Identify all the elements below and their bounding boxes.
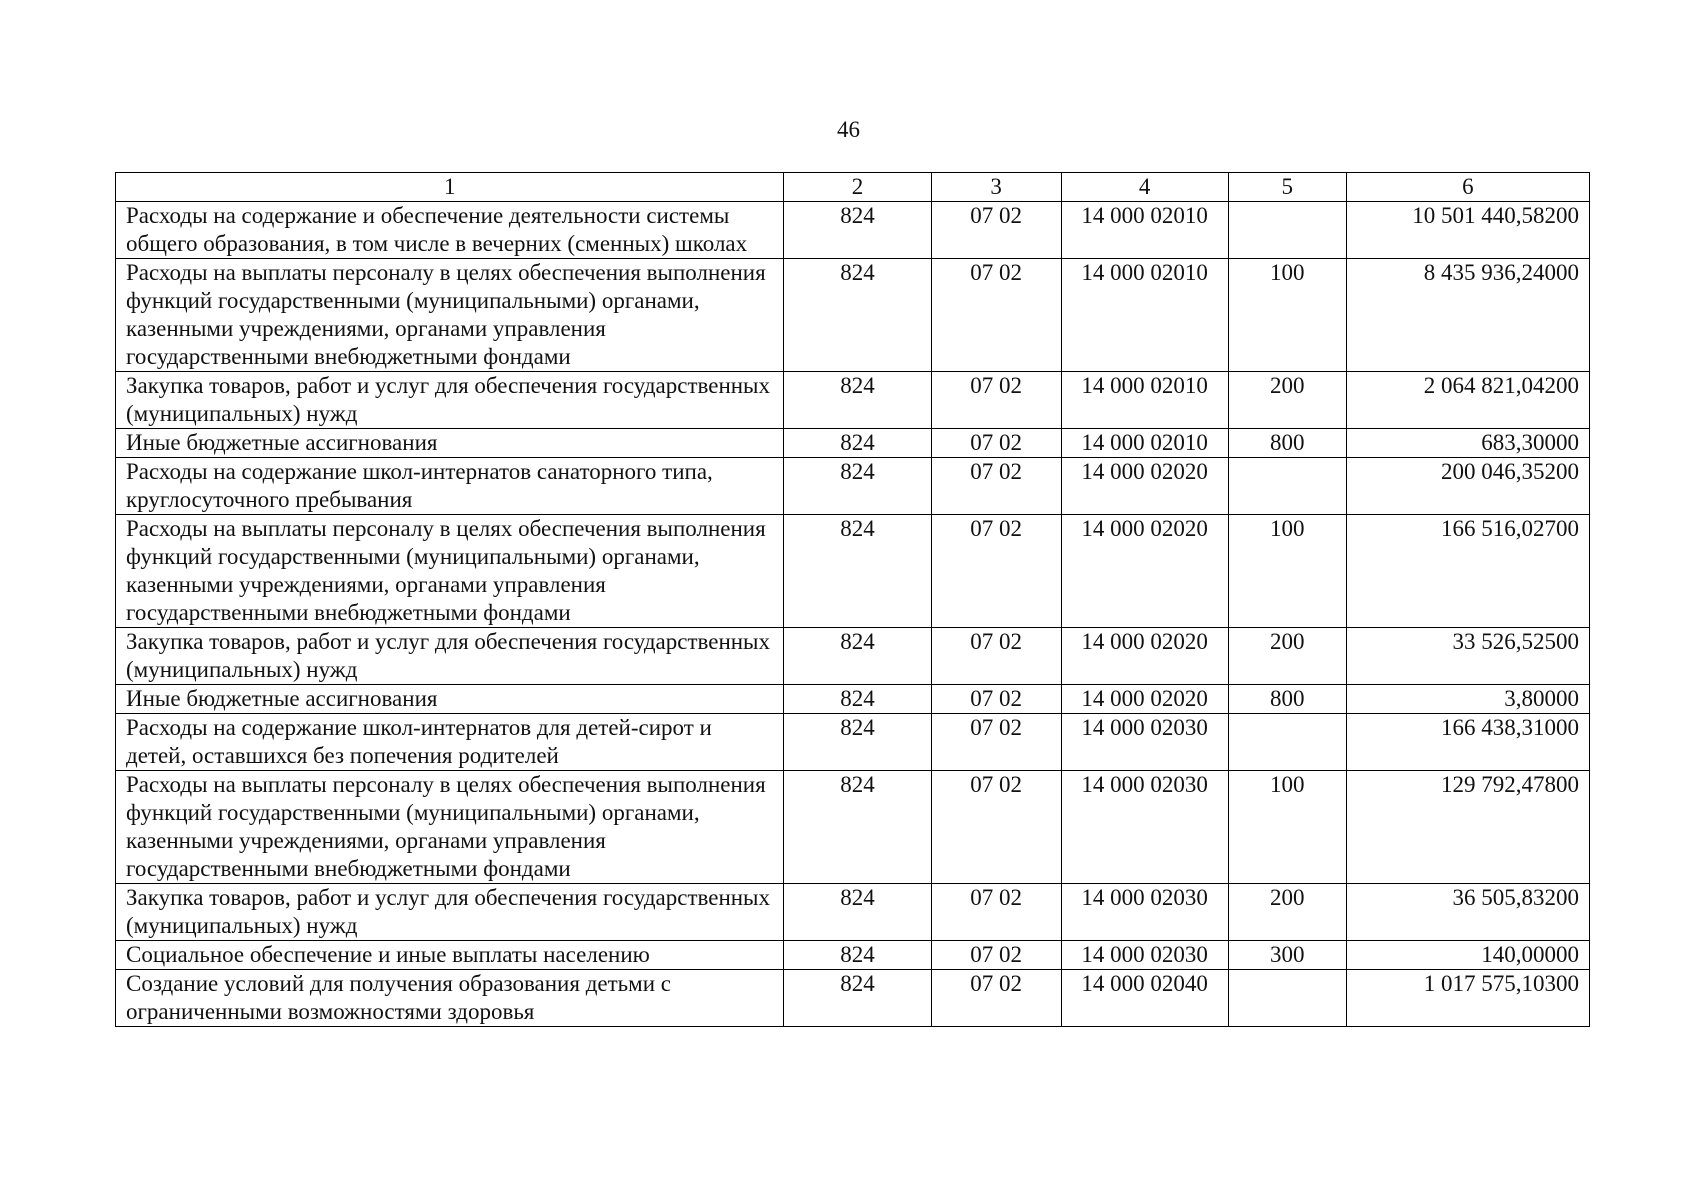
table-row bbox=[116, 429, 1590, 458]
amount-cell: 129 792,47800 bbox=[1346, 771, 1589, 884]
section-code-cell: 07 02 bbox=[931, 628, 1061, 685]
amount-cell: 166 438,31000 bbox=[1346, 714, 1589, 771]
expense-type-cell: 800 bbox=[1228, 429, 1346, 458]
section-code-cell: 07 02 bbox=[931, 372, 1061, 429]
section-code-cell: 07 02 bbox=[931, 941, 1061, 970]
description-cell: Расходы на содержание школ-интернатов для детей-сирот и детей, оставшихся без попечения родителей bbox=[116, 714, 784, 771]
expense-type-cell: 200 bbox=[1228, 372, 1346, 429]
header-cell-1: 1 bbox=[116, 173, 784, 202]
table-row bbox=[116, 941, 1590, 970]
table-row bbox=[116, 259, 1590, 372]
section-code-cell: 07 02 bbox=[931, 458, 1061, 515]
section-code-cell: 07 02 bbox=[931, 429, 1061, 458]
table-row bbox=[116, 372, 1590, 429]
ministry-code-cell: 824 bbox=[784, 970, 931, 1027]
amount-cell: 33 526,52500 bbox=[1346, 628, 1589, 685]
header-row bbox=[116, 173, 1590, 202]
amount-cell: 8 435 936,24000 bbox=[1346, 259, 1589, 372]
ministry-code-cell: 824 bbox=[784, 884, 931, 941]
amount-cell: 140,00000 bbox=[1346, 941, 1589, 970]
target-code-cell: 14 000 02020 bbox=[1061, 628, 1228, 685]
ministry-code-cell: 824 bbox=[784, 429, 931, 458]
target-code-cell: 14 000 02030 bbox=[1061, 941, 1228, 970]
section-code-cell: 07 02 bbox=[931, 515, 1061, 628]
section-code-cell: 07 02 bbox=[931, 202, 1061, 259]
amount-cell: 10 501 440,58200 bbox=[1346, 202, 1589, 259]
expense-type-cell: 100 bbox=[1228, 515, 1346, 628]
expense-type-cell: 800 bbox=[1228, 685, 1346, 714]
ministry-code-cell: 824 bbox=[784, 714, 931, 771]
table-row bbox=[116, 970, 1590, 1027]
description-cell: Расходы на содержание и обеспечение деятельности системы общего образования, в том числе в вечерних (сменных) школах bbox=[116, 202, 784, 259]
expense-type-cell bbox=[1228, 458, 1346, 515]
page-number: 46 bbox=[837, 117, 860, 142]
amount-cell: 166 516,02700 bbox=[1346, 515, 1589, 628]
amount-cell: 683,30000 bbox=[1346, 429, 1589, 458]
section-code-cell: 07 02 bbox=[931, 970, 1061, 1027]
target-code-cell: 14 000 02020 bbox=[1061, 458, 1228, 515]
table-row bbox=[116, 714, 1590, 771]
expense-type-cell: 200 bbox=[1228, 628, 1346, 685]
description-cell: Расходы на выплаты персоналу в целях обеспечения выполнения функций государственными (муниципальными) органами, казенными учреждениями, органами управления государственными внебюджетными фондами bbox=[116, 771, 784, 884]
amount-cell: 2 064 821,04200 bbox=[1346, 372, 1589, 429]
ministry-code-cell: 824 bbox=[784, 372, 931, 429]
expense-type-cell bbox=[1228, 202, 1346, 259]
header-cell-6: 6 bbox=[1346, 173, 1589, 202]
description-cell: Закупка товаров, работ и услуг для обеспечения государственных (муниципальных) нужд bbox=[116, 884, 784, 941]
section-code-cell: 07 02 bbox=[931, 714, 1061, 771]
section-code-cell: 07 02 bbox=[931, 771, 1061, 884]
section-code-cell: 07 02 bbox=[931, 884, 1061, 941]
target-code-cell: 14 000 02010 bbox=[1061, 429, 1228, 458]
amount-cell: 200 046,35200 bbox=[1346, 458, 1589, 515]
target-code-cell: 14 000 02010 bbox=[1061, 372, 1228, 429]
expense-type-cell: 200 bbox=[1228, 884, 1346, 941]
description-cell: Социальное обеспечение и иные выплаты населению bbox=[116, 941, 784, 970]
header-cell-3: 3 bbox=[931, 173, 1061, 202]
ministry-code-cell: 824 bbox=[784, 458, 931, 515]
table-row bbox=[116, 685, 1590, 714]
target-code-cell: 14 000 02030 bbox=[1061, 884, 1228, 941]
expense-type-cell: 100 bbox=[1228, 259, 1346, 372]
target-code-cell: 14 000 02030 bbox=[1061, 714, 1228, 771]
ministry-code-cell: 824 bbox=[784, 202, 931, 259]
description-cell: Закупка товаров, работ и услуг для обеспечения государственных (муниципальных) нужд bbox=[116, 628, 784, 685]
table-row bbox=[116, 771, 1590, 884]
amount-cell: 1 017 575,10300 bbox=[1346, 970, 1589, 1027]
table-row bbox=[116, 515, 1590, 628]
target-code-cell: 14 000 02010 bbox=[1061, 259, 1228, 372]
target-code-cell: 14 000 02020 bbox=[1061, 515, 1228, 628]
description-cell: Закупка товаров, работ и услуг для обеспечения государственных (муниципальных) нужд bbox=[116, 372, 784, 429]
table-row bbox=[116, 458, 1590, 515]
table-body bbox=[116, 202, 1590, 1027]
budget-table bbox=[115, 172, 1590, 1027]
table-row bbox=[116, 628, 1590, 685]
expense-type-cell bbox=[1228, 714, 1346, 771]
description-cell: Создание условий для получения образования детьми с ограниченными возможностями здоровья bbox=[116, 970, 784, 1027]
ministry-code-cell: 824 bbox=[784, 259, 931, 372]
ministry-code-cell: 824 bbox=[784, 515, 931, 628]
expense-type-cell: 100 bbox=[1228, 771, 1346, 884]
table-row bbox=[116, 202, 1590, 259]
table-row bbox=[116, 884, 1590, 941]
amount-cell: 3,80000 bbox=[1346, 685, 1589, 714]
ministry-code-cell: 824 bbox=[784, 628, 931, 685]
ministry-code-cell: 824 bbox=[784, 941, 931, 970]
section-code-cell: 07 02 bbox=[931, 685, 1061, 714]
description-cell: Иные бюджетные ассигнования bbox=[116, 685, 784, 714]
target-code-cell: 14 000 02020 bbox=[1061, 685, 1228, 714]
description-cell: Расходы на выплаты персоналу в целях обеспечения выполнения функций государственными (муниципальными) органами, казенными учреждениями, органами управления государственными внебюджетными фондами bbox=[116, 515, 784, 628]
expense-type-cell: 300 bbox=[1228, 941, 1346, 970]
description-cell: Расходы на содержание школ-интернатов санаторного типа, круглосуточного пребывания bbox=[116, 458, 784, 515]
ministry-code-cell: 824 bbox=[784, 771, 931, 884]
target-code-cell: 14 000 02010 bbox=[1061, 202, 1228, 259]
description-cell: Иные бюджетные ассигнования bbox=[116, 429, 784, 458]
expense-type-cell bbox=[1228, 970, 1346, 1027]
description-cell: Расходы на выплаты персоналу в целях обеспечения выполнения функций государственными (муниципальными) органами, казенными учреждениями, органами управления государственными внебюджетными фондами bbox=[116, 259, 784, 372]
header-cell-4: 4 bbox=[1061, 173, 1228, 202]
header-cell-5: 5 bbox=[1228, 173, 1346, 202]
table-header bbox=[116, 173, 1590, 202]
header-cell-2: 2 bbox=[784, 173, 931, 202]
amount-cell: 36 505,83200 bbox=[1346, 884, 1589, 941]
target-code-cell: 14 000 02030 bbox=[1061, 771, 1228, 884]
section-code-cell: 07 02 bbox=[931, 259, 1061, 372]
target-code-cell: 14 000 02040 bbox=[1061, 970, 1228, 1027]
ministry-code-cell: 824 bbox=[784, 685, 931, 714]
